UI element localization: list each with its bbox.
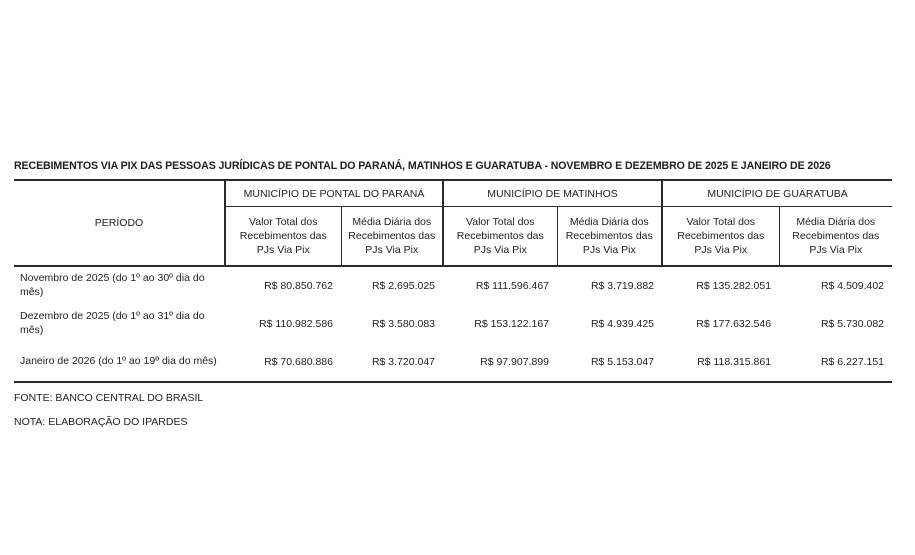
pix-report-document <box>14 160 909 428</box>
value-cell-pontal-total: R$ 110.982.586 <box>259 318 333 330</box>
source-note: FONTE: BANCO CENTRAL DO BRASIL <box>14 392 204 404</box>
pix-receipts-table <box>14 179 892 383</box>
period-cell: Janeiro de 2026 (do 1º ao 19º dia do mês) <box>20 355 217 368</box>
value-cell-guaratuba-total: R$ 177.632.546 <box>696 318 772 330</box>
subheader-pontal-valor-total: Valor Total dos Recebimentos das PJs Via Pix <box>225 207 341 267</box>
value-cell-pontal-media: R$ 3.720.047 <box>371 356 436 368</box>
value-cell-matinhos-total: R$ 153.122.167 <box>474 318 550 330</box>
group-header-pontal-do-parana: MUNICÍPIO DE PONTAL DO PARANÁ <box>225 180 443 207</box>
value-cell-guaratuba-media: R$ 4.509.402 <box>820 280 885 292</box>
value-cell-pontal-media: R$ 2.695.025 <box>371 280 436 292</box>
value-cell-guaratuba-media: R$ 5.730.082 <box>820 318 885 330</box>
subheader-guaratuba-media-diaria: Média Diária dos Recebimentos das PJs Via Pix <box>779 207 892 267</box>
value-cell-matinhos-total: R$ 111.596.467 <box>475 280 550 292</box>
value-cell-pontal-media: R$ 3.580.083 <box>371 318 436 330</box>
table-row-janeiro-2026 <box>14 343 892 382</box>
value-cell-guaratuba-total: R$ 118.315.861 <box>697 356 772 368</box>
subheader-pontal-media-diaria: Média Diária dos Recebimentos das PJs Via Pix <box>341 207 443 267</box>
subheader-guaratuba-valor-total: Valor Total dos Recebimentos das PJs Via Pix <box>662 207 779 267</box>
group-header-guaratuba: MUNICÍPIO DE GUARATUBA <box>662 180 892 207</box>
value-cell-matinhos-media: R$ 5.153.047 <box>590 356 655 368</box>
subheader-matinhos-media-diaria: Média Diária dos Recebimentos das PJs Via Pix <box>557 207 662 267</box>
table-row-novembro-2025 <box>14 266 892 305</box>
group-header-matinhos: MUNICÍPIO DE MATINHOS <box>443 180 662 207</box>
value-cell-pontal-total: R$ 70.680.886 <box>264 356 333 368</box>
value-cell-matinhos-media: R$ 3.719.882 <box>590 280 655 292</box>
value-cell-matinhos-total: R$ 97.907.899 <box>480 356 550 368</box>
value-cell-guaratuba-total: R$ 135.282.051 <box>696 280 772 292</box>
period-cell: Novembro de 2025 (do 1º ao 30º dia do mês) <box>20 272 205 298</box>
table-row-dezembro-2025 <box>14 305 892 343</box>
value-cell-matinhos-media: R$ 4.939.425 <box>590 318 655 330</box>
subheader-matinhos-valor-total: Valor Total dos Recebimentos das PJs Via Pix <box>443 207 557 267</box>
value-cell-guaratuba-media: R$ 6.227.151 <box>820 356 885 368</box>
elaboration-note: NOTA: ELABORAÇÃO DO IPARDES <box>14 416 188 428</box>
table-title: RECEBIMENTOS VIA PIX DAS PESSOAS JURÍDICAS DE PONTAL DO PARANÁ, MATINHOS E GUARATUBA - NOVEMBRO E DEZEMBRO DE 2025 E JANEIRO DE 2026 <box>14 160 831 172</box>
value-cell-pontal-total: R$ 80.850.762 <box>264 280 333 292</box>
column-header-periodo: PERÍODO <box>14 180 225 266</box>
period-cell: Dezembro de 2025 (do 1º ao 31º dia do mês) <box>20 310 205 336</box>
group-header-row <box>14 180 892 207</box>
